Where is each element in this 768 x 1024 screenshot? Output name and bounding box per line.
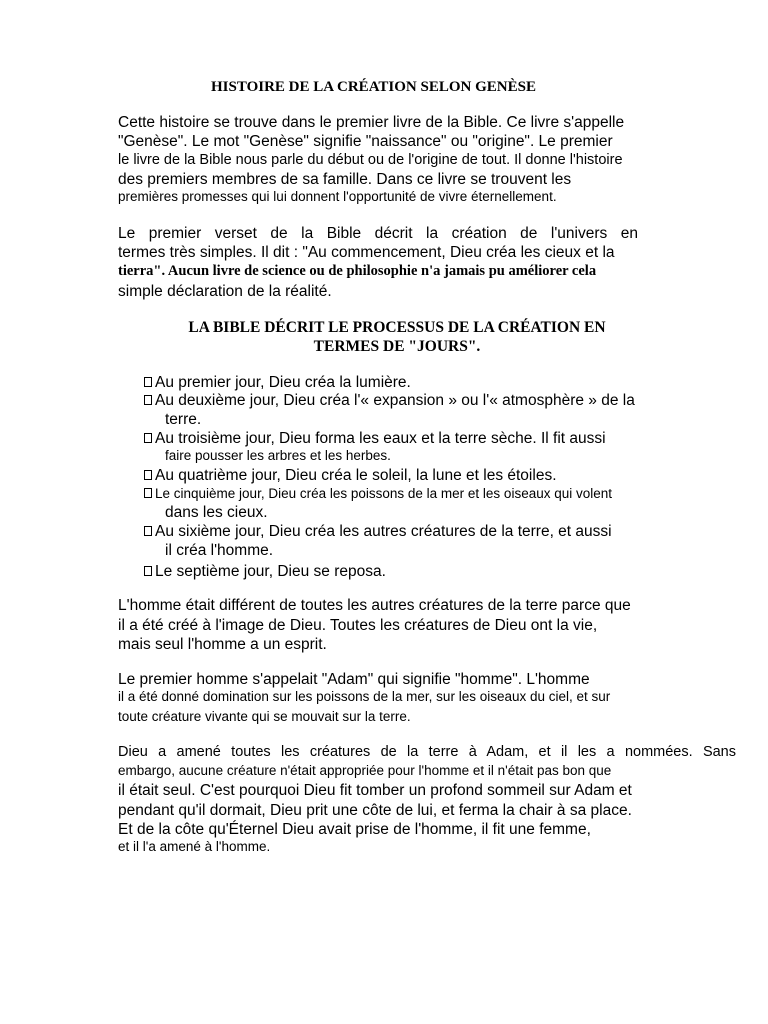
day-text: Au troisième jour, Dieu forma les eaux et la terre sèche. Il fit aussi (155, 430, 606, 447)
woman-line: Et de la côte qu'Éternel Dieu avait prise de l'homme, il fit une femme, (118, 821, 591, 838)
day-item (144, 524, 612, 540)
day-continuation: il créa l'homme. (165, 542, 274, 559)
day-text: Le septième jour, Dieu se reposa. (155, 563, 386, 580)
woman-line: et il l'a amené à l'homme. (118, 839, 271, 854)
intro-line: "Genèse". Le mot "Genèse" signifie "naissance" ou "origine". Le premier (118, 133, 613, 150)
checkbox-glyph-icon (144, 377, 152, 387)
man-line: il a été créé à l'image de Dieu. Toutes les créatures de Dieu ont la vie, (118, 617, 598, 634)
day-continuation: terre. (165, 411, 202, 428)
day-text: Le cinquième jour, Dieu créa les poissons de la mer et les oiseaux qui volent (155, 486, 613, 501)
section-heading: TERMES DE "JOURS". (313, 338, 481, 355)
day-text: Au deuxième jour, Dieu créa l'« expansion » ou l'« atmosphère » de la (155, 392, 635, 409)
day-item (144, 564, 386, 580)
day-continuation: faire pousser les arbres et les herbes. (165, 448, 391, 463)
checkbox-glyph-icon (144, 566, 152, 576)
intro-line: des premiers membres de sa famille. Dans ce livre se trouvent les (118, 171, 572, 188)
man-line: mais seul l'homme a un esprit. (118, 636, 327, 653)
day-continuation: dans les cieux. (165, 504, 268, 521)
woman-line: Dieu a amené toutes les créatures de la terre à Adam, et il les a nommées. Sans (118, 744, 736, 760)
woman-line: il était seul. C'est pourquoi Dieu fit tomber un profond sommeil sur Adam et (118, 782, 632, 799)
adam-line: toute créature vivante qui se mouvait sur la terre. (118, 709, 411, 724)
day-item (144, 375, 411, 391)
day-text: Au sixième jour, Dieu créa les autres créatures de la terre, et aussi (155, 523, 612, 540)
verse-line: simple déclaration de la réalité. (118, 283, 332, 300)
adam-line: Le premier homme s'appelait "Adam" qui signifie "homme". L'homme (118, 671, 590, 688)
verse-line: termes très simples. Il dit : "Au commencement, Dieu créa les cieux et la (118, 244, 615, 261)
intro-line: le livre de la Bible nous parle du début ou de l'origine de tout. Il donne l'histoire (118, 152, 623, 168)
checkbox-glyph-icon (144, 488, 152, 498)
day-item (144, 393, 635, 409)
checkbox-glyph-icon (144, 526, 152, 536)
checkbox-glyph-icon (144, 395, 152, 405)
day-item (144, 468, 557, 484)
man-line: L'homme était différent de toutes les autres créatures de la terre parce que (118, 597, 631, 614)
woman-line: pendant qu'il dormait, Dieu prit une côte de lui, et ferma la chair à sa place. (118, 802, 632, 819)
verse-line: Le premier verset de la Bible décrit la création de l'univers en (118, 225, 638, 242)
checkbox-glyph-icon (144, 470, 152, 480)
checkbox-glyph-icon (144, 433, 152, 443)
document-title: HISTOIRE DE LA CRÉATION SELON GENÈSE (211, 79, 536, 95)
woman-line: embargo, aucune créature n'était appropriée pour l'homme et il n'était pas bon que (118, 763, 612, 778)
day-text: Au quatrième jour, Dieu créa le soleil, la lune et les étoiles. (155, 467, 557, 484)
day-item (144, 487, 612, 501)
intro-line: premières promesses qui lui donnent l'opportunité de vivre éternellement. (118, 189, 557, 204)
day-text: Au premier jour, Dieu créa la lumière. (155, 374, 411, 391)
verse-line: tierra". Aucun livre de science ou de philosophie n'a jamais pu améliorer cela (118, 263, 597, 279)
section-heading: LA BIBLE DÉCRIT LE PROCESSUS DE LA CRÉATION EN (188, 319, 606, 336)
adam-line: il a été donné domination sur les poissons de la mer, sur les oiseaux du ciel, et sur (118, 689, 611, 704)
intro-line: Cette histoire se trouve dans le premier livre de la Bible. Ce livre s'appelle (118, 114, 625, 131)
day-item (144, 431, 606, 447)
